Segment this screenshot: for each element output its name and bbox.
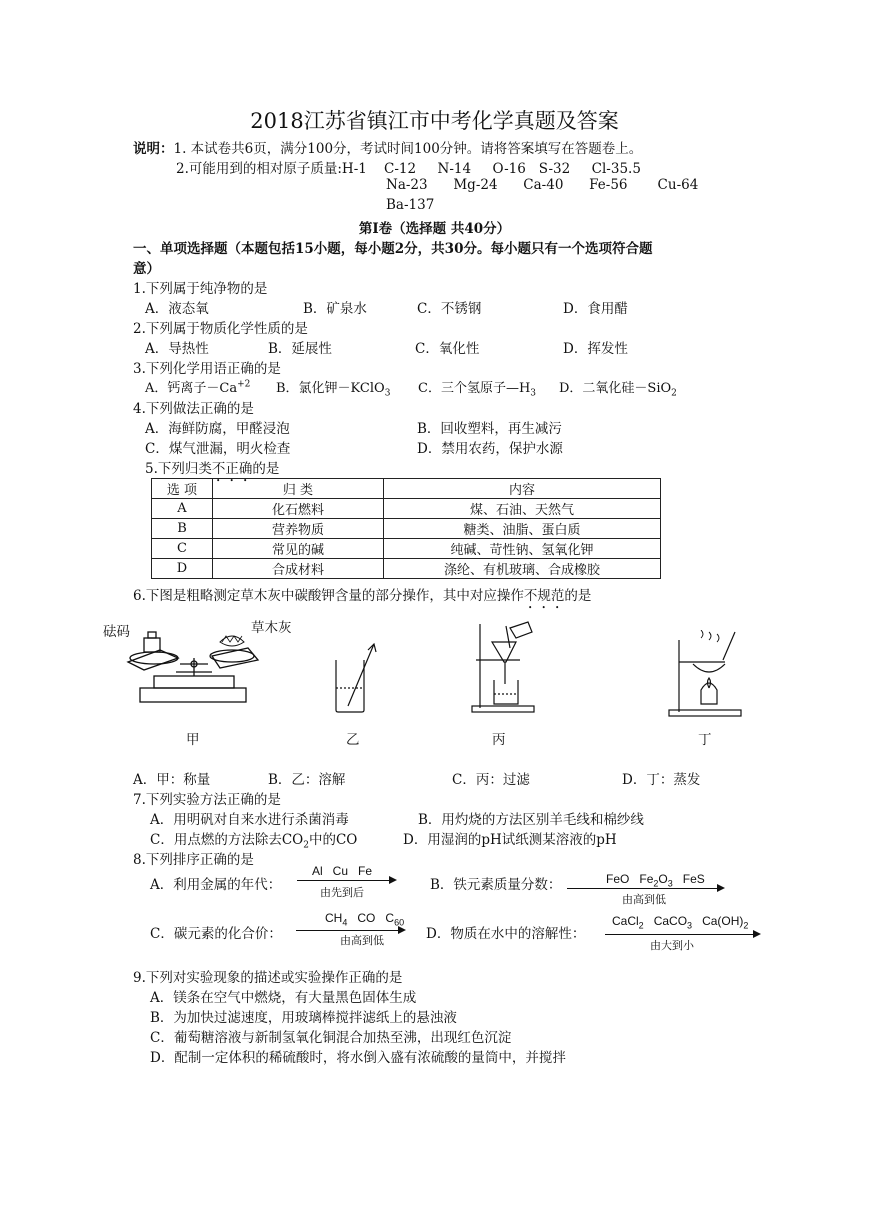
- intro-line-3: Na-23 Mg-24 Ca-40 Fe-56 Cu-64: [386, 177, 699, 193]
- q3-option-b-sub: 3: [384, 388, 391, 399]
- filtration-figure: [470, 620, 540, 716]
- q3-option-c: [418, 377, 536, 399]
- q7-option-c-post: 中的CO: [308, 832, 358, 848]
- table-row: [152, 519, 661, 539]
- q7-stem: 7.下列实验方法正确的是: [133, 792, 281, 808]
- q3-option-a: [145, 377, 250, 396]
- q2-option-b: B．延展性: [268, 341, 332, 357]
- q4-option-d: D．禁用农药，保护水源: [417, 441, 563, 457]
- q7-option-b: B．用灼烧的方法区别羊毛线和棉纱线: [418, 812, 644, 828]
- table-cell: C: [152, 539, 213, 559]
- q5-stem-emphasis: 不正确: [211, 461, 253, 477]
- beaker-stirring-figure: [330, 640, 380, 716]
- q8-option-c-arrow: [296, 930, 398, 931]
- q1-option-a: A．液态氧: [145, 301, 209, 317]
- q8-option-d-arrow-head: [753, 930, 761, 938]
- q6-option-a: A．甲：称量: [133, 772, 211, 788]
- q8-option-b-item-2b: O: [658, 872, 668, 886]
- q1-option-b: B．矿泉水: [303, 301, 367, 317]
- q8-option-c-item-3: C: [385, 911, 395, 925]
- q3-option-d-sub: 2: [671, 388, 677, 399]
- fig-label-ding: 丁: [698, 732, 712, 748]
- q8-option-b-item-2a: Fe: [639, 872, 654, 886]
- q8-option-c-order: 由高到低: [340, 934, 384, 947]
- q9-option-a: A．镁条在空气中燃烧，有大量黑色固体生成: [150, 990, 417, 1006]
- q8-option-a-order: 由先到后: [320, 886, 364, 899]
- q2-option-d: D．挥发性: [563, 341, 628, 357]
- q8-option-a-items: Al Cu Fe: [312, 864, 373, 878]
- q8-option-b-items: FeO $Fe_2O_3$ FeS: [606, 872, 705, 889]
- q8-option-c-label: C．碳元素的化合价：: [150, 926, 282, 942]
- table-cell: 纯碱、苛性钠、氢氧化钾: [384, 539, 661, 559]
- q7-option-d: D．用湿润的pH试纸测某溶液的pH: [403, 832, 617, 848]
- q6-stem-post: 的是: [564, 588, 592, 604]
- q3-option-d-text: D．二氧化硅－SiO: [559, 381, 672, 396]
- q7-option-a: A．用明矾对自来水进行杀菌消毒: [150, 812, 349, 828]
- fig-label-bing: 丙: [492, 732, 506, 748]
- fig-label-jia: 甲: [186, 732, 200, 748]
- q3-option-a-sup: +2: [237, 379, 251, 390]
- q7-option-c-pre: C．用点燃的方法除去CO: [150, 832, 304, 848]
- table-row: [152, 559, 661, 579]
- q6-option-b: B．乙：溶解: [268, 772, 346, 788]
- q8-option-d-items: CaCl$_2$ CaCO$_3$ $Ca(OH)_2$: [612, 914, 749, 931]
- q9-option-b: B．为加快过滤速度，用玻璃棒搅拌滤纸上的悬浊液: [150, 1010, 457, 1026]
- q1-option-d: D．食用醋: [563, 301, 628, 317]
- q6-stem: [133, 584, 591, 612]
- q8-option-a-label: A．利用金属的年代：: [150, 877, 282, 893]
- intro-label: 说明：: [133, 141, 174, 157]
- table-row: [152, 499, 661, 519]
- q8-option-b-order: 由高到低: [622, 893, 666, 906]
- q9-option-c: C．葡萄糖溶液与新制氢氧化铜混合加热至沸，出现红色沉淀: [150, 1030, 512, 1046]
- q4-stem: 4.下列做法正确的是: [133, 401, 254, 417]
- q3-option-d: [559, 377, 677, 399]
- table-header-cell: 内容: [384, 479, 661, 499]
- q8-option-c-arrow-head: [398, 926, 406, 934]
- table-cell: 煤、石油、天然气: [384, 499, 661, 519]
- q6-stem-emphasis: 不规范: [523, 588, 565, 604]
- intro-line-4: Ba-137: [386, 197, 435, 213]
- balance-figure: [120, 628, 260, 710]
- q8-option-b-arrow-head: [717, 884, 725, 892]
- q8-option-d-label: D．物质在水中的溶解性：: [426, 926, 586, 942]
- fig-label-yi: 乙: [346, 732, 360, 748]
- q6-option-d: D．丁：蒸发: [622, 772, 701, 788]
- q4-option-a: A．海鲜防腐，甲醛浸泡: [145, 421, 290, 437]
- table-cell: D: [152, 559, 213, 579]
- table-cell: A: [152, 499, 213, 519]
- table-cell: 涤纶、有机玻璃、合成橡胶: [384, 559, 661, 579]
- q4-option-b: B．回收塑料，再生减污: [417, 421, 562, 437]
- table-cell: B: [152, 519, 213, 539]
- section-heading-line-2: 意）: [133, 261, 160, 277]
- q8-option-d-item-2: CaCO: [653, 914, 688, 928]
- q5-stem-post: 的是: [252, 461, 280, 477]
- table-header-row: [152, 479, 661, 499]
- q1-stem: 1.下列属于纯净物的是: [133, 281, 268, 297]
- q3-option-c-text: C．三个氢原子—H: [418, 381, 531, 396]
- q3-option-b: [276, 377, 390, 399]
- q3-option-b-text: B．氯化钾－KClO: [276, 381, 385, 396]
- q8-option-b-arrow: [567, 888, 717, 889]
- q9-option-d: D．配制一定体积的稀硫酸时，将水倒入盛有浓硫酸的量筒中，并搅拌: [150, 1050, 566, 1066]
- q3-stem: 3.下列化学用语正确的是: [133, 361, 281, 377]
- part-title: 第Ⅰ卷（选择题 共40分）: [358, 221, 511, 237]
- q2-option-c: C．氧化性: [415, 341, 480, 357]
- section-heading-line-1: 一、单项选择题（本题包括15小题，每小题2分，共30分。每小题只有一个选项符合题: [133, 241, 653, 257]
- q2-stem: 2.下列属于物质化学性质的是: [133, 321, 308, 337]
- q4-option-c: C．煤气泄漏，明火检查: [145, 441, 291, 457]
- table-cell: 化石燃料: [213, 499, 384, 519]
- q8-option-d-arrow: [605, 934, 753, 935]
- q8-stem: 8.下列排序正确的是: [133, 852, 254, 868]
- intro-line-1: [133, 137, 642, 157]
- intro-line-2: 2.可能用到的相对原子质量:H-1 C-12 N-14 O-16 S-32 Cl-35.5: [176, 161, 641, 177]
- q8-option-b-item-1: FeO: [606, 872, 630, 886]
- q5-table: [151, 478, 661, 579]
- q5-stem-pre: 5.下列归类: [145, 461, 212, 477]
- q7-option-c-sub: 2: [303, 840, 309, 851]
- q9-stem: 9.下列对实验现象的描述或实验操作正确的是: [133, 970, 403, 986]
- table-header-cell: 选 项: [152, 479, 213, 499]
- q8-option-c-item-2: CO: [357, 911, 376, 925]
- q1-option-c: C．不锈钢: [417, 301, 482, 317]
- q6-option-c: C．丙：过滤: [452, 772, 530, 788]
- q8-option-d-item-3: Ca(OH): [702, 914, 744, 928]
- table-cell: 常见的碱: [213, 539, 384, 559]
- q8-option-d-order: 由大到小: [650, 939, 694, 952]
- page-title: 2018江苏省镇江市中考化学真题及答案: [250, 109, 619, 133]
- q8-option-c-items: $CH_4$ CO $C_{60}$: [325, 911, 405, 928]
- evaporation-figure: [665, 630, 745, 718]
- q8-option-a-arrow: [297, 880, 389, 881]
- q8-option-d-item-1: CaCl: [612, 914, 639, 928]
- q8-option-c-item-1: CH: [325, 911, 343, 925]
- q3-option-a-text: A．钙离子－Ca: [145, 381, 238, 396]
- table-row: [152, 539, 661, 559]
- label-plant-ash: 草木灰: [251, 620, 292, 636]
- q3-option-c-sub: 3: [530, 388, 537, 399]
- table-cell: 糖类、油脂、蛋白质: [384, 519, 661, 539]
- q6-stem-pre: 6.下图是粗略测定草木灰中碳酸钾含量的部分操作，其中对应操作: [133, 588, 524, 604]
- label-weights: 砝码: [103, 624, 130, 640]
- q8-option-b-item-3: FeS: [682, 872, 705, 886]
- table-cell: 合成材料: [213, 559, 384, 579]
- table-header-cell: 归 类: [213, 479, 384, 499]
- q8-option-a-arrow-head: [389, 876, 397, 884]
- table-cell: 营养物质: [213, 519, 384, 539]
- q8-option-b-label: B．铁元素质量分数：: [430, 877, 562, 893]
- intro-text-1: 1. 本试卷共6页，满分100分，考试时间100分钟。请将答案填写在答题卷上。: [173, 141, 643, 157]
- q2-option-a: A．导热性: [145, 341, 209, 357]
